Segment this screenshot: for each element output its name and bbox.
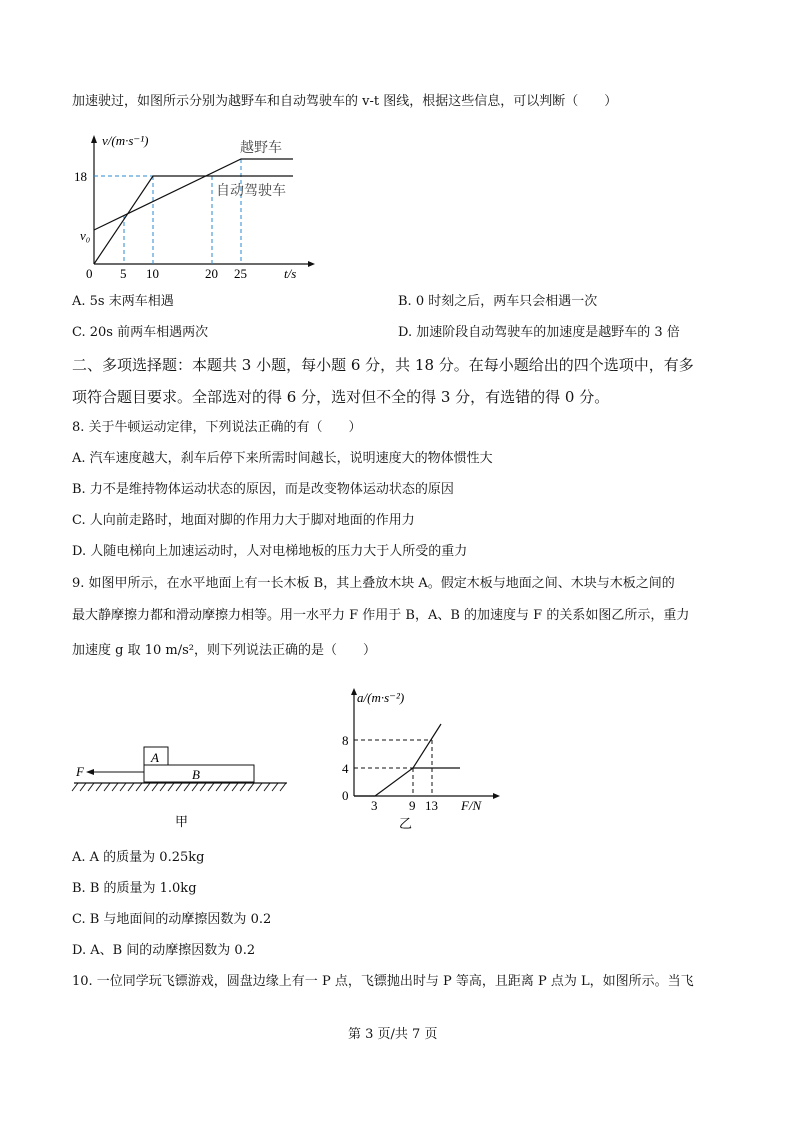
q9-jia-label-f: F: [76, 764, 84, 779]
q9-yi-ytick-8: 8: [342, 733, 349, 748]
q9-stem-line1: 9. 如图甲所示，在水平地面上有一长木板 B，其上叠放木块 A。假定木板与地面之间、木块与木板之间的: [72, 576, 675, 591]
q7-graph-ylabel: v/(m·s⁻¹): [102, 133, 149, 148]
q9-stem-line2: 最大静摩擦力都和滑动摩擦力相等。用一水平力 F 作用于 B，A、B 的加速度与 F 的关系如图乙所示，重力: [72, 608, 690, 623]
q7-graph-label-offroad: 越野车: [240, 140, 282, 156]
q9-yi-caption: 乙: [399, 817, 413, 832]
q7-graph-xtick-25: 25: [234, 266, 247, 281]
q9-figure-jia: [72, 740, 302, 830]
page-footer: 第 3 页/共 7 页: [348, 1027, 438, 1042]
q8-option-b: B. 力不是维持物体运动状态的原因，而是改变物体运动状态的原因: [72, 482, 454, 497]
q7-graph-label-auto: 自动驾驶车: [216, 183, 286, 199]
q9-yi-xtick-3: 3: [371, 798, 378, 813]
q7-option-b: B. 0 时刻之后，两车只会相遇一次: [398, 294, 598, 309]
q7-graph-xlabel: t/s: [284, 266, 297, 281]
q7-vt-graph: [74, 132, 318, 282]
q9-yi-origin: 0: [342, 788, 349, 803]
q9-option-c: C. B 与地面间的动摩擦因数为 0.2: [72, 912, 272, 927]
q7-option-a: A. 5s 末两车相遇: [72, 294, 174, 309]
q7-graph-v0: v₀: [80, 228, 91, 243]
q9-option-d: D. A、B 间的动摩擦因数为 0.2: [72, 943, 256, 958]
q9-jia-label-b: B: [192, 767, 200, 782]
q9-yi-xtick-9: 9: [409, 798, 416, 813]
q7-option-c: C. 20s 前两车相遇两次: [72, 325, 209, 340]
q9-yi-ylabel: a/(m·s⁻²): [357, 690, 405, 705]
q7-graph-y18: 18: [74, 169, 87, 184]
q8-option-a: A. 汽车速度越大，刹车后停下来所需时间越长，说明速度大的物体惯性大: [72, 451, 493, 466]
q9-yi-xtick-13: 13: [425, 798, 438, 813]
q8-stem: 8. 关于牛顿运动定律，下列说法正确的有（ ）: [72, 420, 362, 435]
q7-graph-xtick-20: 20: [205, 266, 218, 281]
q9-jia-caption: 甲: [175, 815, 189, 830]
q7-graph-xtick-10: 10: [146, 266, 159, 281]
q8-option-c: C. 人向前走路时，地面对脚的作用力大于脚对地面的作用力: [72, 513, 415, 528]
q9-figure-yi: [335, 686, 515, 836]
q10-stem-line1: 10. 一位同学玩飞镖游戏，圆盘边缘上有一 P 点，飞镖抛出时与 P 等高，且距离 P 点为 L，如图所示。当飞: [72, 974, 694, 989]
q8-option-d: D. 人随电梯向上加速运动时，人对电梯地板的压力大于人所受的重力: [72, 544, 468, 559]
q9-option-b: B. B 的质量为 1.0kg: [72, 881, 197, 896]
q7-stem: 加速驶过，如图所示分别为越野车和自动驾驶车的 v-t 图线，根据这些信息，可以判断（ ）: [72, 94, 618, 109]
q7-graph-origin: 0: [86, 266, 93, 281]
q9-yi-ytick-4: 4: [342, 761, 349, 776]
section2-instructions-line2: 项符合题目要求。全部选对的得 6 分，选对但不全的得 3 分，有选错的得 0 分。: [72, 388, 610, 406]
section2-instructions-line1: 二、多项选择题：本题共 3 小题，每小题 6 分，共 18 分。在每小题给出的四个选项中，有多: [72, 356, 694, 374]
q9-jia-label-a: A: [151, 750, 159, 765]
q7-graph-xtick-5: 5: [120, 266, 127, 281]
q9-option-a: A. A 的质量为 0.25kg: [72, 850, 205, 865]
q9-yi-xlabel: F/N: [461, 798, 482, 813]
q9-stem-line3: 加速度 g 取 10 m/s²，则下列说法正确的是（ ）: [72, 643, 376, 658]
q7-option-d: D. 加速阶段自动驾驶车的加速度是越野车的 3 倍: [398, 325, 680, 340]
